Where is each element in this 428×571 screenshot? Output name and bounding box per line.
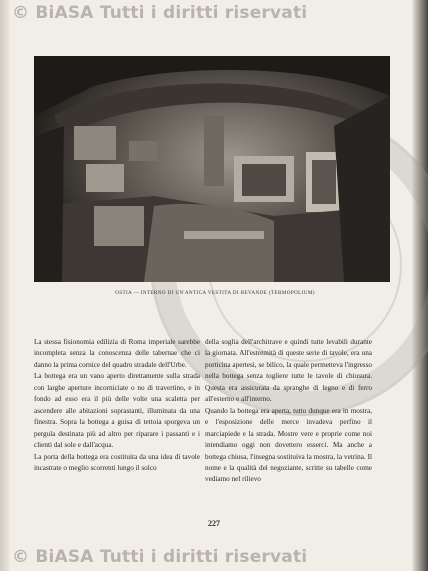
watermark-bottom: © BiASA Tutti i diritti riservati — [12, 547, 308, 567]
paragraph: della soglia dell'architrave e quindi tutte levabili durante la giornata. All'estremità di queste serie di tavole, era una porticina apertesi, se bilico, la quale permetteva l'ingresso nella bottega senza togliere tutte le tavole di chiusura. Questa era assicurata da spranghe di legno e di ferro all'esterno e all'interno. — [205, 338, 372, 404]
paragraph: La bottega era un vano aperto direttamente sulla strada con larghe aperture incorniciate o no di travertino, e in fondo ad esso era il più delle volte una scaletta per ascendere alle abitazioni soprastanti, illuminata da una finestra. Sopra la bottega a guisa di tettoia sporgeva un pergula destinata più ad altro per riparare i passanti e i clienti dal sole e dall'acqua. — [34, 372, 200, 450]
paragraph: La porta della bottega era costituita da una idea di tavole incastrate o meglio scorrenti lungo il solco — [34, 452, 200, 472]
article-left-column — [34, 337, 200, 474]
paragraph: Quando la bottega era aperta, tutto dunque era in mostra, e l'esposizione delle merce invadeva perfino il marciapiede e la strada. Mostre vere e proprie come noi intendiamo oggi non dovettero esserci. Ma anche a bottega chiusa, l'insegna sostituiva la mostra, la vetrina. Il nome e la qualità del negoziante, scritte su tabelle come vediamo nel rilievo — [205, 406, 372, 484]
scan-edge-right — [412, 0, 428, 571]
page-number: 227 — [208, 519, 220, 528]
article-right-column — [205, 337, 372, 486]
photo-illustration — [34, 56, 390, 282]
paragraph: La stessa fisionomia edilizia di Roma imperiale sarebbe incompleta senza la conoscenza delle tabernae che ci danno la prima cornice del quadro stradale dell'Urbe. — [34, 338, 200, 369]
figure-caption: OSTIA — INTERNO DI UN'ANTICA VESTITA DI BEVANDE (TERMOPOLIUM) — [115, 290, 315, 296]
scan-edge-left — [0, 0, 10, 571]
ostia-termopolium-photo — [34, 56, 390, 282]
watermark-top: © BiASA Tutti i diritti riservati — [12, 3, 308, 23]
